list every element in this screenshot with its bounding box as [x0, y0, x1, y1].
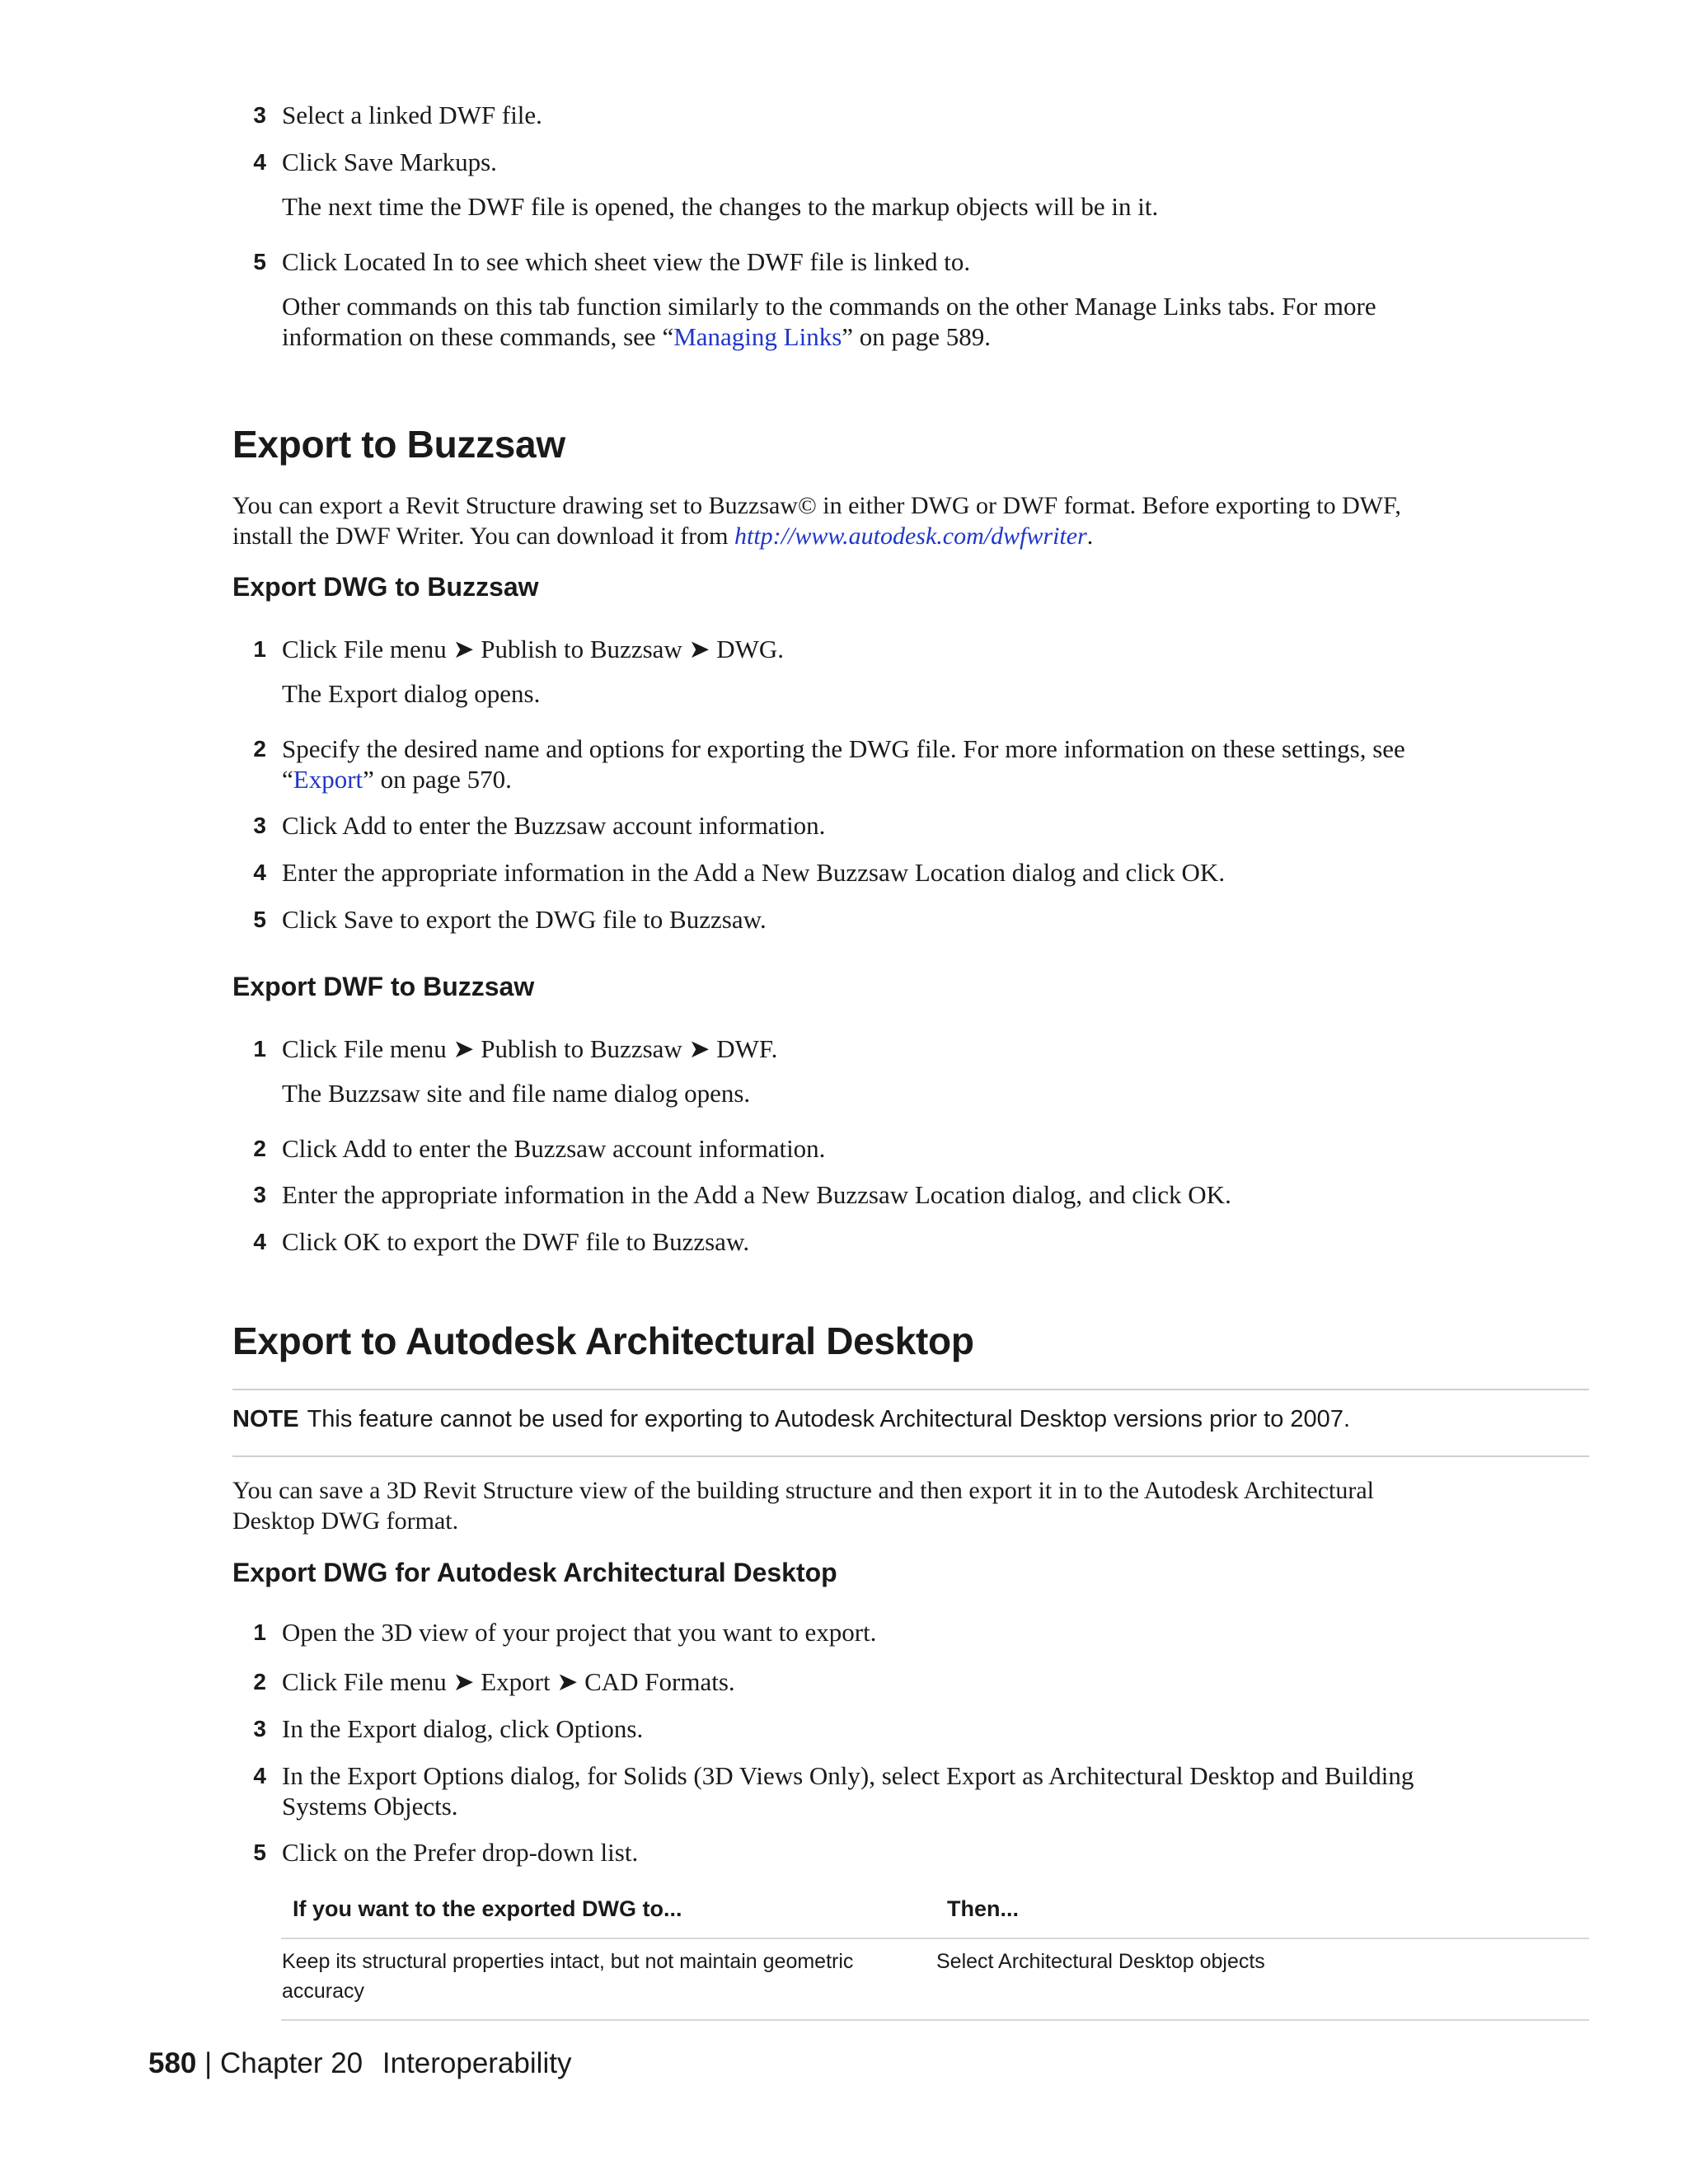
- text-run: information on these commands, see “: [282, 322, 674, 351]
- step-text: Enter the appropriate information in the Add a New Buzzsaw Location dialog, and click OK.: [282, 1180, 1231, 1209]
- section-title-buzzsaw: Export to Buzzsaw: [232, 423, 565, 466]
- step-text: In the Export dialog, click Options.: [282, 1714, 644, 1743]
- text-run: “: [282, 765, 293, 794]
- step-text: Click File menu ➤ Publish to Buzzsaw ➤ DWG.: [282, 635, 785, 663]
- step-number: 4: [253, 149, 266, 175]
- step-text: Click File menu ➤ Export ➤ CAD Formats.: [282, 1667, 735, 1696]
- note-text: This feature cannot be used for exporting to Autodesk Architectural Desktop versions prior to 2007.: [307, 1406, 1350, 1432]
- chapter-label: Chapter 20: [219, 2047, 363, 2079]
- step-number: 5: [253, 907, 266, 932]
- step-text: Click on the Prefer drop-down list.: [282, 1838, 639, 1867]
- table-cell: Select Architectural Desktop objects: [936, 1950, 1265, 1973]
- note-box: [232, 1404, 1589, 1434]
- text-run: install the DWF Writer. You can download it from: [232, 523, 735, 550]
- note-top-rule: [232, 1389, 1589, 1390]
- step-number: 3: [253, 1182, 266, 1207]
- step-number: 4: [253, 860, 266, 885]
- section-label: Interoperability: [382, 2047, 572, 2079]
- cell-line: Keep its structural properties intact, but not maintain geometric: [282, 1950, 854, 1973]
- intro-line: You can save a 3D Revit Structure view of the building structure and then export it in to the Autodesk Architectural: [232, 1477, 1374, 1504]
- step-text: Click Save to export the DWG file to Buzzsaw.: [282, 905, 767, 934]
- page-footer: [148, 2046, 571, 2082]
- step-number: 2: [253, 1669, 266, 1694]
- step-number: 1: [253, 636, 266, 662]
- step-text: Click Add to enter the Buzzsaw account information.: [282, 811, 826, 840]
- intro-line: You can export a Revit Structure drawing set to Buzzsaw© in either DWG or DWF format. Before exporting to DWF,: [232, 492, 1401, 519]
- step-number: 2: [253, 1136, 266, 1161]
- text-run: ” on page 570.: [363, 765, 512, 794]
- cell-line: accuracy: [282, 1980, 365, 2003]
- step-number: 2: [253, 736, 266, 762]
- subheading-export-dwg-adt: Export DWG for Autodesk Architectural Desktop: [232, 1558, 837, 1587]
- note-label: NOTE: [232, 1406, 299, 1432]
- table-header-cell: Then...: [947, 1896, 1019, 1921]
- step-text: Click Add to enter the Buzzsaw account information.: [282, 1134, 826, 1163]
- step-text: Open the 3D view of your project that you want to export.: [282, 1618, 877, 1647]
- step-text: Specify the desired name and options for exporting the DWG file. For more information on these settings, see: [282, 734, 1405, 763]
- step-number: 5: [253, 249, 266, 274]
- page-number: 580: [148, 2047, 197, 2079]
- step-number: 4: [253, 1229, 266, 1254]
- footer-separator: |: [204, 2047, 213, 2079]
- step-text: Click Save Markups.: [282, 148, 497, 176]
- step-number: 4: [253, 1763, 266, 1788]
- table-header-rule: [281, 1938, 1589, 1939]
- intro-line: [232, 521, 1601, 551]
- step-number: 1: [253, 1036, 266, 1062]
- table-cell: [282, 1947, 925, 2006]
- step-text: In the Export Options dialog, for Solids (3D Views Only), select Export as Architectural Desktop and Building: [282, 1761, 1414, 1790]
- step-text: Select a linked DWF file.: [282, 101, 542, 129]
- step-number: 3: [253, 1716, 266, 1741]
- table-bottom-rule: [281, 2019, 1589, 2021]
- subheading-export-dwg-buzzsaw: Export DWG to Buzzsaw: [232, 572, 539, 602]
- step-text: Click Located In to see which sheet view the DWF file is linked to.: [282, 247, 971, 276]
- step-note: The Buzzsaw site and file name dialog opens.: [282, 1079, 751, 1108]
- note-line: [282, 321, 1601, 352]
- step-number: 3: [253, 102, 266, 128]
- managing-links-link[interactable]: Managing Links: [673, 322, 842, 351]
- step-note: The Export dialog opens.: [282, 679, 541, 708]
- step-note: [282, 291, 1601, 352]
- text-run: ” on page 589.: [842, 322, 992, 351]
- text-run: .: [1086, 523, 1094, 550]
- step-text: Click OK to export the DWF file to Buzzsaw.: [282, 1227, 750, 1256]
- step-text: Click File menu ➤ Publish to Buzzsaw ➤ DWF.: [282, 1034, 778, 1063]
- step-text: Enter the appropriate information in the Add a New Buzzsaw Location dialog and click OK.: [282, 858, 1226, 887]
- step-number: 5: [253, 1840, 266, 1865]
- section-title-adt: Export to Autodesk Architectural Desktop: [232, 1319, 974, 1362]
- note-line: Other commands on this tab function similarly to the commands on the other Manage Links tabs. For more: [282, 292, 1376, 321]
- step-note: The next time the DWF file is opened, the changes to the markup objects will be in it.: [282, 192, 1159, 221]
- intro-line: Desktop DWG format.: [232, 1507, 459, 1535]
- dwf-writer-link[interactable]: http://www.autodesk.com/dwfwriter: [734, 523, 1087, 550]
- step-continuation: Systems Objects.: [282, 1792, 458, 1821]
- step-continuation: [282, 764, 512, 794]
- step-number: 1: [253, 1619, 266, 1645]
- buzzsaw-intro: [232, 490, 1601, 551]
- export-link[interactable]: Export: [293, 765, 363, 794]
- table-header-cell: If you want to the exported DWG to...: [293, 1896, 682, 1921]
- step-number: 3: [253, 813, 266, 838]
- subheading-export-dwf-buzzsaw: Export DWF to Buzzsaw: [232, 972, 535, 1001]
- adt-intro: [232, 1475, 1601, 1536]
- note-bottom-rule: [232, 1455, 1589, 1457]
